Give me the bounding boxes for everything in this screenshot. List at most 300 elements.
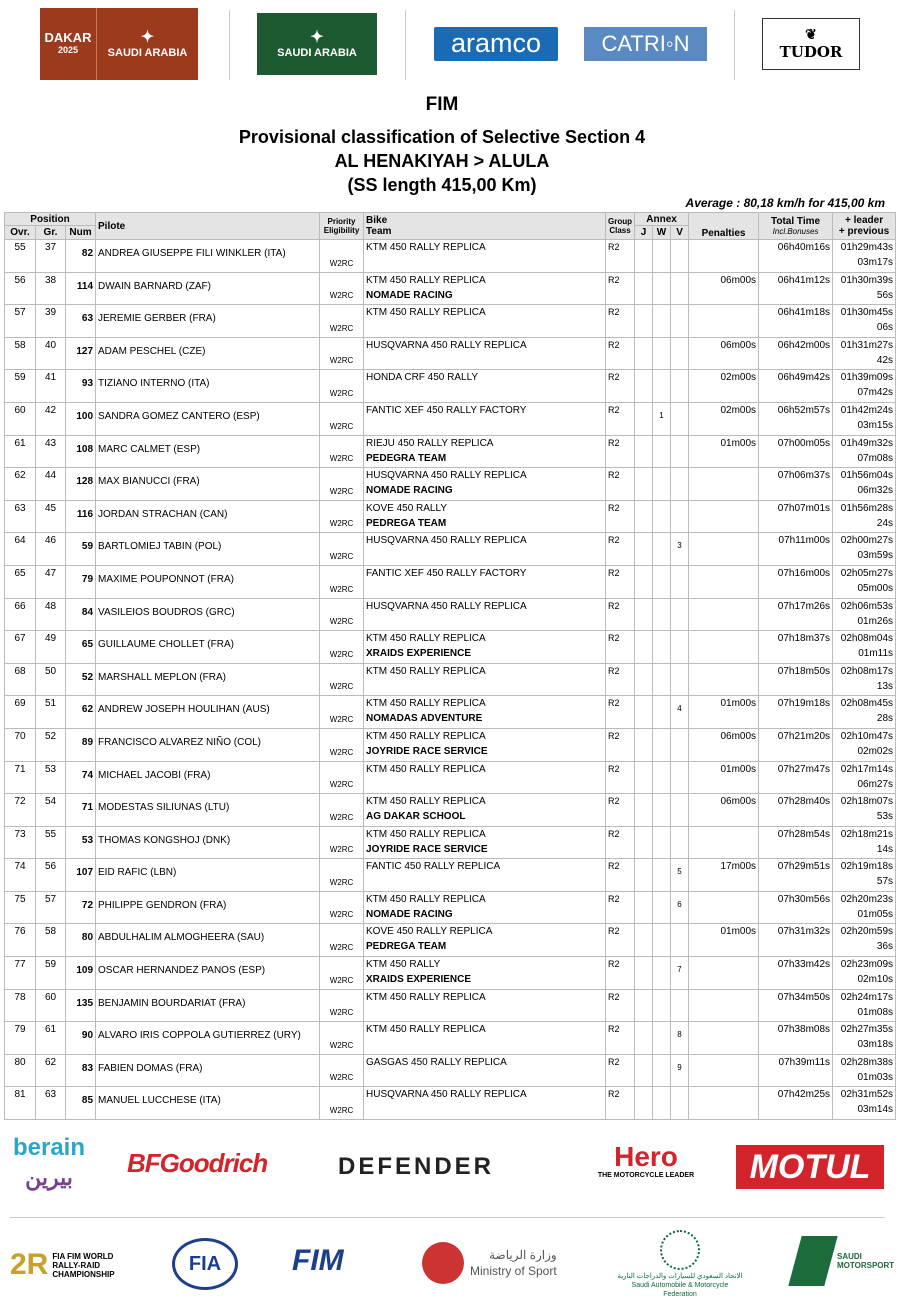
group-position: 45 bbox=[36, 500, 66, 533]
total-time: 07h18m50s bbox=[759, 663, 833, 696]
bike-model: KTM 450 RALLY REPLICA bbox=[366, 1024, 486, 1036]
penalties bbox=[689, 891, 759, 924]
race-number: 83 bbox=[66, 1054, 96, 1087]
gap-to-previous: 28s bbox=[876, 713, 894, 725]
overall-position: 60 bbox=[5, 402, 36, 435]
race-number: 62 bbox=[66, 696, 96, 729]
annex-v bbox=[671, 370, 689, 403]
annex-w bbox=[653, 305, 671, 338]
gap-times bbox=[833, 533, 896, 566]
aramco-logo: aramco bbox=[434, 27, 558, 61]
annex-w bbox=[653, 1022, 671, 1055]
penalties bbox=[689, 1054, 759, 1087]
group-class: R2 bbox=[606, 663, 635, 696]
samf-arabic: الاتحاد السعودي للسيارات والدراجات النارية bbox=[617, 1273, 743, 1280]
samf-english: Saudi Automobile & Motorcycle Federation bbox=[631, 1282, 729, 1298]
annex-v bbox=[671, 663, 689, 696]
bike-team bbox=[364, 631, 606, 664]
annex-j bbox=[635, 957, 653, 990]
saudi-arabia-logo-text: SAUDI ARABIA bbox=[277, 47, 357, 59]
penalties bbox=[689, 500, 759, 533]
annex-j bbox=[635, 631, 653, 664]
annex-j bbox=[635, 1022, 653, 1055]
penalties: 17m00s bbox=[689, 859, 759, 892]
table-row bbox=[5, 631, 896, 664]
gap-times bbox=[833, 598, 896, 631]
group-position: 46 bbox=[36, 533, 66, 566]
penalties: 01m00s bbox=[689, 924, 759, 957]
priority-eligibility: W2RC bbox=[320, 989, 364, 1022]
race-number: 72 bbox=[66, 891, 96, 924]
overall-position: 62 bbox=[5, 468, 36, 501]
bike-team bbox=[364, 500, 606, 533]
bike-model: KTM 450 RALLY REPLICA bbox=[366, 698, 486, 710]
annex-w bbox=[653, 1087, 671, 1120]
priority-eligibility: W2RC bbox=[320, 696, 364, 729]
overall-position: 74 bbox=[5, 859, 36, 892]
gap-to-leader: 02h10m47s bbox=[840, 730, 894, 742]
annex-w: 1 bbox=[653, 402, 671, 435]
penalties bbox=[689, 1022, 759, 1055]
overall-position: 67 bbox=[5, 631, 36, 664]
annex-v bbox=[671, 989, 689, 1022]
pilot-name: JORDAN STRACHAN (CAN) bbox=[96, 500, 320, 533]
race-number: 108 bbox=[66, 435, 96, 468]
priority-eligibility: W2RC bbox=[320, 1054, 364, 1087]
gap-to-previous: 03m14s bbox=[857, 1104, 894, 1116]
annex-w bbox=[653, 435, 671, 468]
race-number: 82 bbox=[66, 240, 96, 273]
overall-position: 63 bbox=[5, 500, 36, 533]
gap-to-previous: 13s bbox=[876, 680, 894, 692]
group-class: R2 bbox=[606, 305, 635, 338]
total-time: 07h16m00s bbox=[759, 565, 833, 598]
bike-team bbox=[364, 859, 606, 892]
penalties: 01m00s bbox=[689, 435, 759, 468]
annex-v bbox=[671, 240, 689, 273]
annex-v: 5 bbox=[671, 859, 689, 892]
tudor-rose-icon: ❦ bbox=[805, 27, 817, 43]
pilot-name: GUILLAUME CHOLLET (FRA) bbox=[96, 631, 320, 664]
table-row bbox=[5, 989, 896, 1022]
annex-v: 3 bbox=[671, 533, 689, 566]
gap-times bbox=[833, 989, 896, 1022]
penalties bbox=[689, 305, 759, 338]
gap-to-leader: 02h24m17s bbox=[840, 991, 894, 1003]
stage-route: AL HENAKIYAH > ALULA bbox=[334, 151, 550, 171]
palm-icon: ✦ bbox=[140, 29, 155, 46]
gap-to-previous: 03m59s bbox=[857, 550, 894, 562]
team-name: NOMADE RACING bbox=[366, 485, 453, 497]
bike-team bbox=[364, 1022, 606, 1055]
table-row bbox=[5, 272, 896, 305]
group-position: 59 bbox=[36, 957, 66, 990]
ministry-arabic: وزارة الرياضة bbox=[489, 1248, 557, 1262]
group-class: R2 bbox=[606, 272, 635, 305]
table-row bbox=[5, 696, 896, 729]
team-name: JOYRIDE RACE SERVICE bbox=[366, 745, 488, 757]
bike-model: RIEJU 450 RALLY REPLICA bbox=[366, 437, 494, 449]
motul-logo: MOTUL bbox=[736, 1145, 884, 1189]
berain-logo-arabic: بيرين bbox=[25, 1165, 73, 1190]
bike-team-header bbox=[364, 213, 606, 240]
gap-times bbox=[833, 1087, 896, 1120]
total-time: 07h07m01s bbox=[759, 500, 833, 533]
gap-to-previous: 01m08s bbox=[857, 1006, 894, 1018]
race-number: 114 bbox=[66, 272, 96, 305]
total-time: 07h00m05s bbox=[759, 435, 833, 468]
bike-model: KTM 450 RALLY REPLICA bbox=[366, 274, 486, 286]
bfgoodrich-logo: BFGoodrich bbox=[127, 1148, 268, 1178]
gap-times bbox=[833, 696, 896, 729]
total-time: 07h27m47s bbox=[759, 761, 833, 794]
annex-j-header: J bbox=[635, 226, 653, 240]
table-row bbox=[5, 891, 896, 924]
saudi-motorsport-icon bbox=[788, 1236, 837, 1286]
gap-times bbox=[833, 761, 896, 794]
gap-times bbox=[833, 1054, 896, 1087]
palm-icon: ✦ bbox=[310, 29, 324, 46]
bike-model: HUSQVARNA 450 RALLY REPLICA bbox=[366, 470, 527, 482]
priority-eligibility: W2RC bbox=[320, 728, 364, 761]
race-number: 85 bbox=[66, 1087, 96, 1120]
gap-to-previous: 05m00s bbox=[857, 582, 894, 594]
annex-j bbox=[635, 696, 653, 729]
bike-model: HUSQVARNA 450 RALLY REPLICA bbox=[366, 339, 527, 351]
pilot-name: MARSHALL MEPLON (FRA) bbox=[96, 663, 320, 696]
annex-v bbox=[671, 500, 689, 533]
overall-position: 79 bbox=[5, 1022, 36, 1055]
priority-eligibility: W2RC bbox=[320, 402, 364, 435]
bike-team bbox=[364, 598, 606, 631]
total-time: 07h17m26s bbox=[759, 598, 833, 631]
gap-to-previous: 06s bbox=[876, 322, 894, 334]
annex-j bbox=[635, 663, 653, 696]
group-position: 58 bbox=[36, 924, 66, 957]
annex-j bbox=[635, 305, 653, 338]
annex-w bbox=[653, 1054, 671, 1087]
group-position: 52 bbox=[36, 728, 66, 761]
bike-model: FANTIC XEF 450 RALLY FACTORY bbox=[366, 567, 527, 579]
bike-team bbox=[364, 435, 606, 468]
gap-to-leader: 01h49m32s bbox=[840, 437, 894, 449]
race-number: 93 bbox=[66, 370, 96, 403]
overall-position: 76 bbox=[5, 924, 36, 957]
gap-times bbox=[833, 565, 896, 598]
bike-team bbox=[364, 696, 606, 729]
annex-w bbox=[653, 957, 671, 990]
team-name: PEDREGA TEAM bbox=[366, 517, 447, 529]
group-position: 41 bbox=[36, 370, 66, 403]
fim-logo: FIM bbox=[292, 1244, 344, 1277]
group-position: 38 bbox=[36, 272, 66, 305]
gap-times bbox=[833, 826, 896, 859]
annex-j bbox=[635, 794, 653, 827]
ministry-of-sport-logo bbox=[422, 1237, 567, 1289]
annex-j bbox=[635, 891, 653, 924]
pilot-name: BARTLOMIEJ TABIN (POL) bbox=[96, 533, 320, 566]
gap-to-previous: 01m05s bbox=[857, 908, 894, 920]
gap-to-leader: 02h19m18s bbox=[840, 861, 894, 873]
table-row bbox=[5, 370, 896, 403]
pilot-name: OSCAR HERNANDEZ PANOS (ESP) bbox=[96, 957, 320, 990]
overall-position: 64 bbox=[5, 533, 36, 566]
annex-v bbox=[671, 337, 689, 370]
bike-label: Bike bbox=[366, 215, 388, 226]
group-class: R2 bbox=[606, 1054, 635, 1087]
pilot-name: VASILEIOS BOUDROS (GRC) bbox=[96, 598, 320, 631]
annex-j bbox=[635, 728, 653, 761]
total-time: 06h41m18s bbox=[759, 305, 833, 338]
dakar-year: 2025 bbox=[57, 45, 79, 55]
total-time: 07h28m40s bbox=[759, 794, 833, 827]
priority-eligibility: W2RC bbox=[320, 337, 364, 370]
team-name: PEDEGRA TEAM bbox=[366, 452, 447, 464]
priority-eligibility: W2RC bbox=[320, 305, 364, 338]
group-position: 49 bbox=[36, 631, 66, 664]
bike-team bbox=[364, 533, 606, 566]
ovr-header: Ovr. bbox=[5, 226, 36, 240]
gap-to-previous: 02m10s bbox=[857, 974, 894, 986]
priority-eligibility: W2RC bbox=[320, 240, 364, 273]
overall-position: 70 bbox=[5, 728, 36, 761]
gap-times bbox=[833, 794, 896, 827]
race-number: 59 bbox=[66, 533, 96, 566]
penalties: 06m00s bbox=[689, 794, 759, 827]
group-class: R2 bbox=[606, 370, 635, 403]
table-row bbox=[5, 402, 896, 435]
race-number: 65 bbox=[66, 631, 96, 664]
annex-w bbox=[653, 696, 671, 729]
bike-team bbox=[364, 663, 606, 696]
total-time: 07h30m56s bbox=[759, 891, 833, 924]
race-number: 89 bbox=[66, 728, 96, 761]
gap-to-previous: 14s bbox=[876, 843, 894, 855]
penalties bbox=[689, 1087, 759, 1120]
overall-position: 55 bbox=[5, 240, 36, 273]
penalties: 06m00s bbox=[689, 728, 759, 761]
group-position: 56 bbox=[36, 859, 66, 892]
bike-model: KOVE 450 RALLY REPLICA bbox=[366, 926, 493, 938]
gap-to-leader: 02h08m17s bbox=[840, 665, 894, 677]
bike-model: KTM 450 RALLY REPLICA bbox=[366, 242, 486, 253]
pilot-name: MARC CALMET (ESP) bbox=[96, 435, 320, 468]
bike-model: GASGAS 450 RALLY REPLICA bbox=[366, 1056, 507, 1068]
bike-model: KTM 450 RALLY REPLICA bbox=[366, 893, 486, 905]
table-row bbox=[5, 533, 896, 566]
ministry-emblem-icon bbox=[422, 1242, 464, 1284]
race-number: 107 bbox=[66, 859, 96, 892]
table-row bbox=[5, 728, 896, 761]
group-position: 55 bbox=[36, 826, 66, 859]
gap-times bbox=[833, 272, 896, 305]
overall-position: 61 bbox=[5, 435, 36, 468]
dakar-country: SAUDI ARABIA bbox=[107, 47, 188, 59]
overall-position: 69 bbox=[5, 696, 36, 729]
gap-times bbox=[833, 500, 896, 533]
group-class: R2 bbox=[606, 337, 635, 370]
gap-to-leader: 02h28m38s bbox=[840, 1056, 894, 1068]
bike-team bbox=[364, 468, 606, 501]
total-time-header bbox=[759, 213, 833, 240]
group-position: 61 bbox=[36, 1022, 66, 1055]
pilot-name: TIZIANO INTERNO (ITA) bbox=[96, 370, 320, 403]
group-class: R2 bbox=[606, 761, 635, 794]
gap-to-leader: 02h17m14s bbox=[840, 763, 894, 775]
overall-position: 80 bbox=[5, 1054, 36, 1087]
group-class: R2 bbox=[606, 696, 635, 729]
table-row bbox=[5, 500, 896, 533]
bike-team bbox=[364, 370, 606, 403]
team-name: JOYRIDE RACE SERVICE bbox=[366, 843, 488, 855]
total-time: 07h28m54s bbox=[759, 826, 833, 859]
group-class: R2 bbox=[606, 402, 635, 435]
gap-to-previous: 02m02s bbox=[857, 745, 894, 757]
race-number: 127 bbox=[66, 337, 96, 370]
annex-w-header: W bbox=[653, 226, 671, 240]
gap-times bbox=[833, 240, 896, 273]
penalties bbox=[689, 598, 759, 631]
penalties bbox=[689, 565, 759, 598]
race-number: 53 bbox=[66, 826, 96, 859]
annex-v bbox=[671, 826, 689, 859]
priority-header bbox=[320, 213, 364, 240]
overall-position: 65 bbox=[5, 565, 36, 598]
hero-logo bbox=[592, 1142, 700, 1192]
table-row bbox=[5, 663, 896, 696]
group-position: 43 bbox=[36, 435, 66, 468]
group-class: R2 bbox=[606, 859, 635, 892]
overall-position: 77 bbox=[5, 957, 36, 990]
group-class: R2 bbox=[606, 500, 635, 533]
annex-j bbox=[635, 859, 653, 892]
penalties bbox=[689, 989, 759, 1022]
table-row bbox=[5, 1022, 896, 1055]
gap-times bbox=[833, 957, 896, 990]
pilot-name: MICHAEL JACOBI (FRA) bbox=[96, 761, 320, 794]
gap-to-leader: 01h39m09s bbox=[840, 372, 894, 384]
overall-position: 59 bbox=[5, 370, 36, 403]
annex-j bbox=[635, 468, 653, 501]
table-row bbox=[5, 305, 896, 338]
total-time: 07h11m00s bbox=[759, 533, 833, 566]
bike-team bbox=[364, 826, 606, 859]
overall-position: 58 bbox=[5, 337, 36, 370]
bike-team bbox=[364, 305, 606, 338]
gap-times bbox=[833, 631, 896, 664]
penalties: 02m00s bbox=[689, 370, 759, 403]
gap-to-previous: 03m18s bbox=[857, 1039, 894, 1051]
race-number: 79 bbox=[66, 565, 96, 598]
group-class: R2 bbox=[606, 565, 635, 598]
gap-to-leader: 01h31m27s bbox=[840, 339, 894, 351]
priority-eligibility: W2RC bbox=[320, 924, 364, 957]
gap-to-previous: 06m27s bbox=[857, 778, 894, 790]
annex-w bbox=[653, 565, 671, 598]
total-time: 07h31m32s bbox=[759, 924, 833, 957]
bike-model: HUSQVARNA 450 RALLY REPLICA bbox=[366, 535, 527, 547]
annex-header: Annex bbox=[635, 213, 689, 226]
bike-model: HUSQVARNA 450 RALLY REPLICA bbox=[366, 600, 527, 612]
annex-j bbox=[635, 924, 653, 957]
group-position: 51 bbox=[36, 696, 66, 729]
annex-j bbox=[635, 337, 653, 370]
race-number: 109 bbox=[66, 957, 96, 990]
penalties: 02m00s bbox=[689, 402, 759, 435]
annex-v bbox=[671, 794, 689, 827]
samf-emblem-icon bbox=[660, 1230, 700, 1270]
group-position: 57 bbox=[36, 891, 66, 924]
bike-model: HONDA CRF 450 RALLY bbox=[366, 372, 479, 384]
pilot-name: EID RAFIC (LBN) bbox=[96, 859, 320, 892]
race-number: 63 bbox=[66, 305, 96, 338]
defender-logo: DEFENDER bbox=[338, 1153, 495, 1180]
annex-v-header: V bbox=[671, 226, 689, 240]
annex-j bbox=[635, 370, 653, 403]
annex-v bbox=[671, 728, 689, 761]
penalties: 01m00s bbox=[689, 761, 759, 794]
annex-w bbox=[653, 500, 671, 533]
team-name: XRAIDS EXPERIENCE bbox=[366, 974, 472, 986]
overall-position: 56 bbox=[5, 272, 36, 305]
gap-to-leader: 02h31m52s bbox=[840, 1089, 894, 1101]
gap-header bbox=[833, 213, 896, 240]
annex-v: 6 bbox=[671, 891, 689, 924]
pilot-name: ADAM PESCHEL (CZE) bbox=[96, 337, 320, 370]
priority-eligibility: W2RC bbox=[320, 1022, 364, 1055]
leader-label: + leader bbox=[845, 215, 884, 226]
gap-to-leader: 02h08m04s bbox=[840, 633, 894, 645]
table-row bbox=[5, 565, 896, 598]
gap-to-previous: 01m26s bbox=[857, 615, 894, 627]
bike-team bbox=[364, 761, 606, 794]
annex-j bbox=[635, 402, 653, 435]
group-position: 62 bbox=[36, 1054, 66, 1087]
gap-to-leader: 02h20m59s bbox=[840, 926, 894, 938]
group-position: 63 bbox=[36, 1087, 66, 1120]
team-name: NOMADE RACING bbox=[366, 289, 453, 301]
race-number: 52 bbox=[66, 663, 96, 696]
bike-model: KTM 450 RALLY REPLICA bbox=[366, 730, 486, 742]
group-position: 44 bbox=[36, 468, 66, 501]
bike-team bbox=[364, 891, 606, 924]
table-row bbox=[5, 761, 896, 794]
fia-logo: FIA bbox=[172, 1238, 238, 1290]
group-position: 53 bbox=[36, 761, 66, 794]
table-row bbox=[5, 794, 896, 827]
total-time: 07h06m37s bbox=[759, 468, 833, 501]
annex-j bbox=[635, 989, 653, 1022]
group-class: R2 bbox=[606, 598, 635, 631]
race-number: 116 bbox=[66, 500, 96, 533]
group-class: R2 bbox=[606, 631, 635, 664]
gap-to-previous: 36s bbox=[876, 941, 894, 953]
penalties: 06m00s bbox=[689, 337, 759, 370]
group-position: 48 bbox=[36, 598, 66, 631]
dakar-logo bbox=[40, 8, 198, 80]
gr-header: Gr. bbox=[36, 226, 66, 240]
group-class-header bbox=[606, 213, 635, 240]
annex-v bbox=[671, 924, 689, 957]
gap-times bbox=[833, 859, 896, 892]
total-time: 07h19m18s bbox=[759, 696, 833, 729]
race-number: 74 bbox=[66, 761, 96, 794]
group-position: 42 bbox=[36, 402, 66, 435]
annex-w bbox=[653, 859, 671, 892]
penalties-header: Penalties bbox=[689, 213, 759, 240]
race-number: 128 bbox=[66, 468, 96, 501]
hero-logo-text: Hero bbox=[614, 1141, 678, 1172]
